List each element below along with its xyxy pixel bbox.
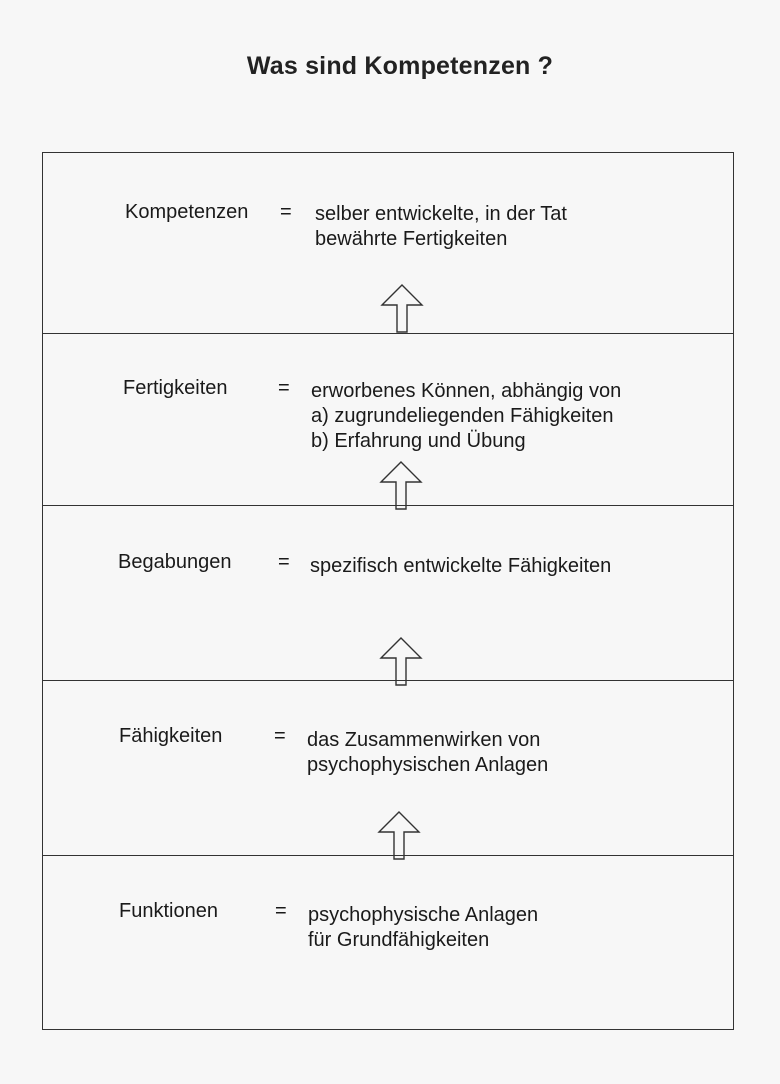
term-label: Funktionen xyxy=(119,900,218,922)
definition-line: a) zugrundeliegenden Fähigkeiten xyxy=(311,405,614,427)
level-begabungen xyxy=(43,505,733,680)
definition-text xyxy=(311,379,621,454)
up-arrow-icon xyxy=(379,636,423,686)
definition-line: spezifisch entwickelte Fähigkeiten xyxy=(310,555,612,577)
level-kompetenzen xyxy=(43,153,733,333)
definition-text xyxy=(307,728,548,778)
term-label: Kompetenzen xyxy=(125,201,249,223)
level-faehigkeiten xyxy=(43,680,733,855)
term-label: Fertigkeiten xyxy=(123,377,228,399)
definition-line: erworbenes Können, abhängig von xyxy=(311,380,622,402)
competence-hierarchy-diagram xyxy=(42,152,734,1030)
equals-sign: = xyxy=(275,900,287,922)
up-arrow-icon xyxy=(377,810,421,860)
page-title: Was sind Kompetenzen ? xyxy=(246,52,554,80)
definition-text xyxy=(308,903,538,953)
definition-line: für Grundfähigkeiten xyxy=(308,929,490,951)
definition-line: das Zusammenwirken von xyxy=(307,729,541,751)
equals-sign: = xyxy=(280,201,292,223)
up-arrow-icon xyxy=(379,460,423,510)
definition-text xyxy=(315,202,567,252)
up-arrow-icon xyxy=(380,283,424,333)
definition-line: bewährte Fertigkeiten xyxy=(315,228,508,250)
equals-sign: = xyxy=(274,725,286,747)
term-label: Begabungen xyxy=(118,551,232,573)
level-fertigkeiten xyxy=(43,333,733,505)
definition-text xyxy=(310,554,611,579)
equals-sign: = xyxy=(278,551,290,573)
definition-line: psychophysischen Anlagen xyxy=(307,754,549,776)
term-label: Fähigkeiten xyxy=(119,725,223,747)
definition-line: b) Erfahrung und Übung xyxy=(311,430,526,452)
definition-line: psychophysische Anlagen xyxy=(308,904,539,926)
level-funktionen xyxy=(43,855,733,1029)
definition-line: selber entwickelte, in der Tat xyxy=(315,203,567,225)
equals-sign: = xyxy=(278,377,290,399)
